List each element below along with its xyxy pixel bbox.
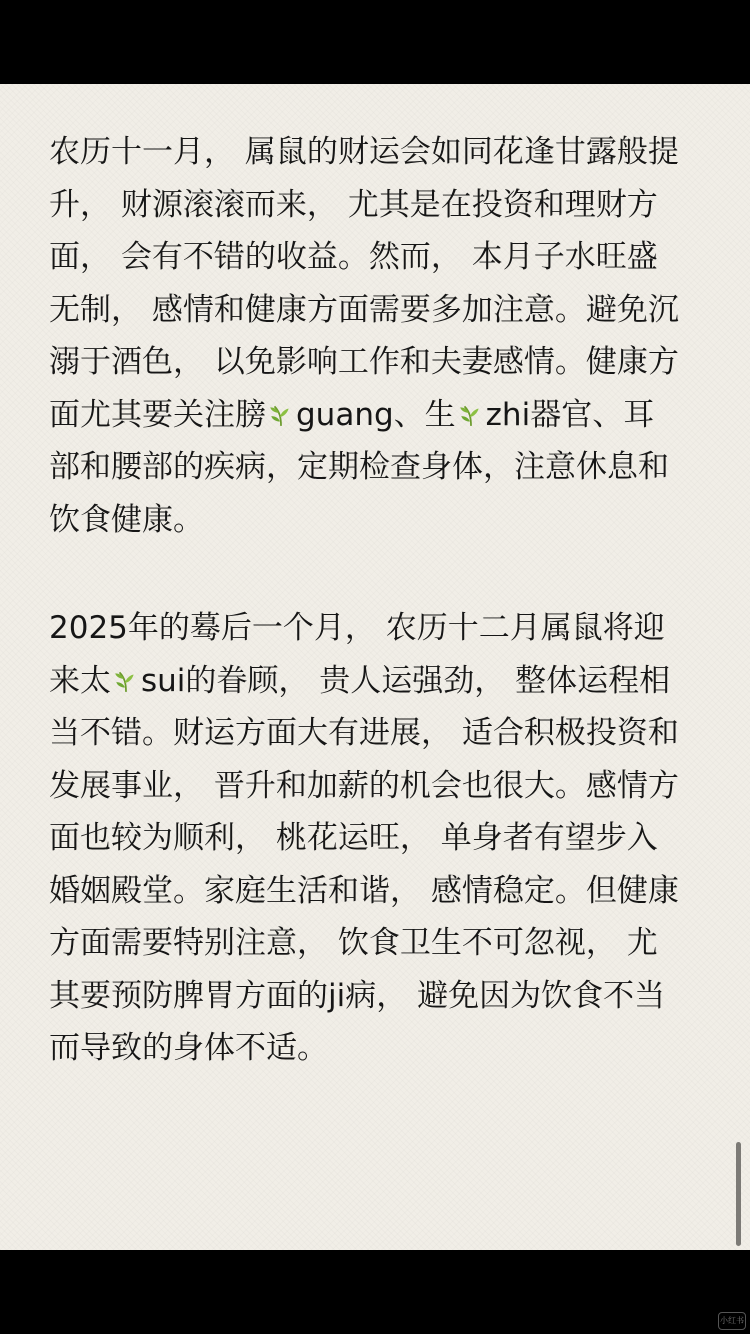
scrollbar-thumb[interactable] xyxy=(736,1142,741,1246)
text-line: 面， 会有不错的收益。然而， 本月子水旺盛 xyxy=(49,239,658,275)
text-line xyxy=(49,389,709,442)
text-segment: guang、生 xyxy=(296,396,456,433)
text-line: 溺于酒色， 以免影响工作和夫妻感情。健康方 xyxy=(49,344,679,380)
leaf-icon xyxy=(113,668,139,694)
text-segment: sui的眷顾， 贵人运强劲， 整体运程相 xyxy=(141,662,671,699)
text-line: 当不错。财运方面大有进展， 适合积极投资和 xyxy=(49,715,679,751)
text-line: 饮食健康。 xyxy=(49,501,204,538)
text-line: 而导致的身体不适。 xyxy=(49,1030,328,1066)
text-segment: 来太 xyxy=(49,662,111,699)
text-line: 2025年的蓦后一个月， 农历十二月属鼠将迎 xyxy=(49,610,665,646)
text-line: 无制， 感情和健康方面需要多加注意。避免沉 xyxy=(49,291,679,328)
text-line: 婚姻殿堂。家庭生活和谐， 感情稳定。但健康 xyxy=(49,872,679,909)
text-segment: 面尤其要关注膀 xyxy=(49,396,266,433)
text-line: 方面需要特别注意， 饮食卫生不可忽视， 尤 xyxy=(49,925,658,961)
text-line xyxy=(49,655,709,708)
text-line: 面也较为顺利， 桃花运旺， 单身者有望步入 xyxy=(49,820,658,856)
app-watermark-logo: 小红书 xyxy=(718,1312,746,1330)
leaf-icon xyxy=(458,402,484,428)
paragraph-eleventh-month xyxy=(49,126,709,546)
text-line: 其要预防脾胃方面的ji病， 避免因为饮食不当 xyxy=(49,977,666,1014)
leaf-icon xyxy=(268,402,294,428)
text-line: 农历十一月， 属鼠的财运会如同花逢甘露般提 xyxy=(49,134,679,170)
text-line: 部和腰部的疾病，定期检查身体，注意休息和 xyxy=(49,449,669,485)
text-line: 升， 财源滚滚而来， 尤其是在投资和理财方 xyxy=(49,186,658,223)
paragraph-twelfth-month xyxy=(49,602,709,1075)
text-line: 发展事业， 晋升和加薪的机会也很大。感情方 xyxy=(49,767,679,804)
text-segment: zhi器官、耳 xyxy=(485,396,655,433)
